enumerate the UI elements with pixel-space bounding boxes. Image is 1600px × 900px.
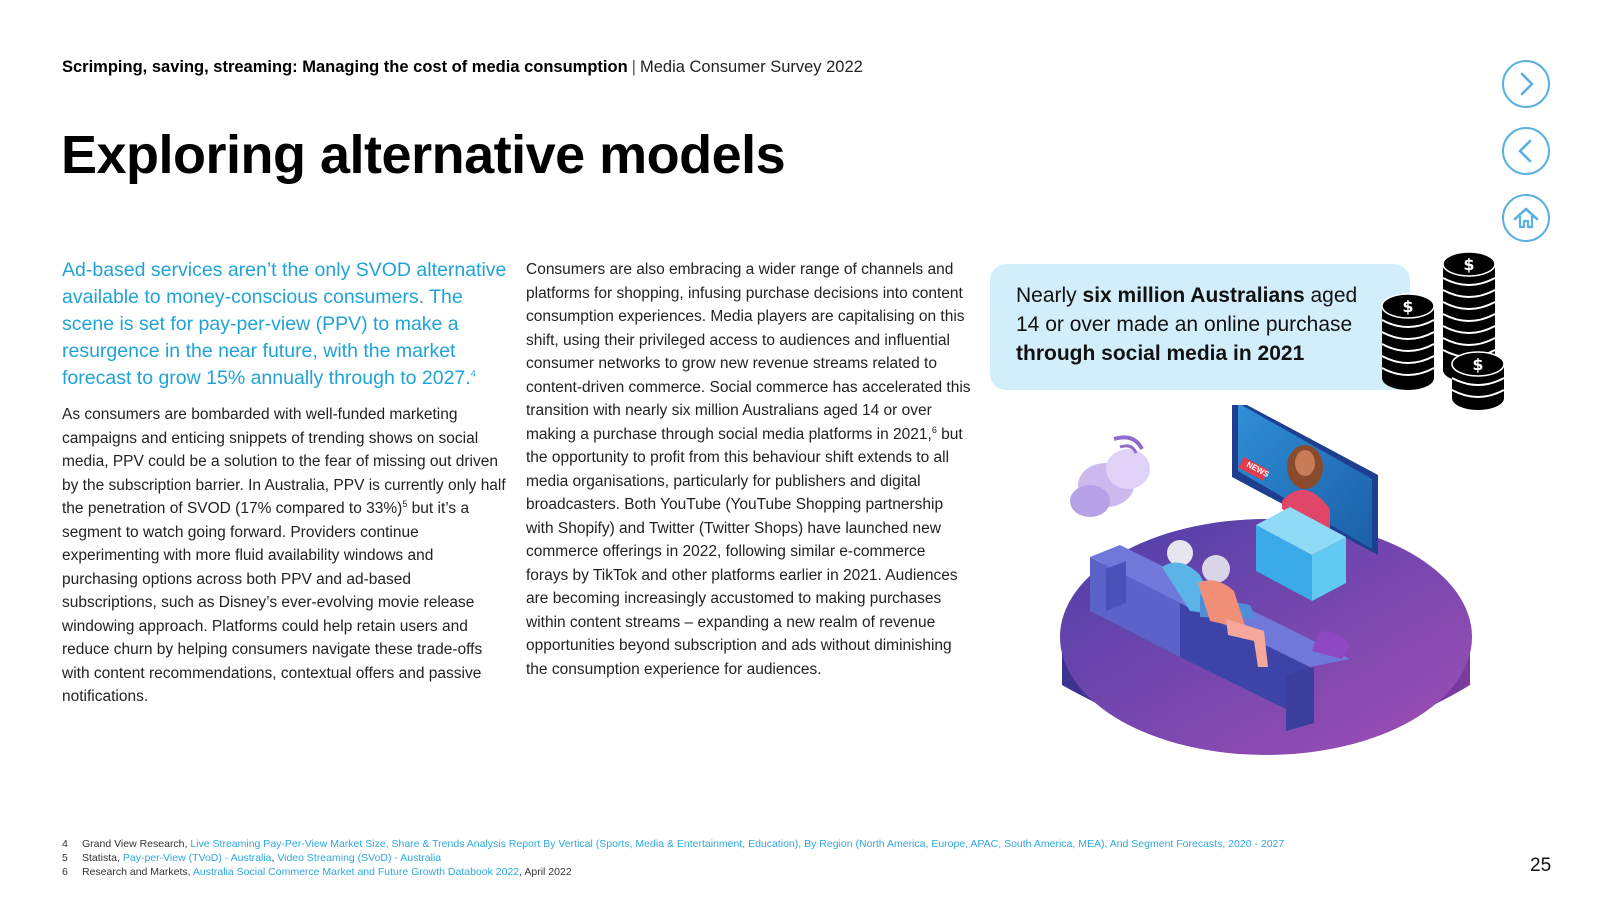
footnote-number: 4: [62, 838, 68, 850]
callout-highlight: six million Australians: [1082, 284, 1305, 307]
footnotes: [62, 837, 1284, 879]
footnote-number: 6: [62, 866, 68, 878]
footnote-source: Research and Markets,: [82, 866, 193, 878]
body-text: but it’s a segment to watch going forward. Providers continue experimenting with more fluid availability windows and purchasing options across both PPV and ad-based subscriptions, such as Disney’s ever-evolving movie release windowing approach. Platforms could help retain users and reduce churn by helping consumers navigate these trade-offs with content recommendations, contextual offers and passive notifications.: [62, 500, 483, 705]
footnote-item: [62, 851, 1284, 865]
previous-page-button[interactable]: [1502, 127, 1550, 175]
lead-text: Ad-based services aren’t the only SVOD alternative available to money-conscious consumers. The scene is set for pay-per-view (PPV) to make a resurgence in the near future, with the market forecast to grow 15% annually through to 2027.: [62, 259, 507, 389]
coin-stack: [1452, 352, 1504, 410]
callout-highlight: through social media in 2021: [1016, 342, 1305, 365]
footnote-link[interactable]: Pay-per-View (TVoD) - Australia: [122, 852, 272, 864]
report-title: Scrimping, saving, streaming: Managing the cost of media consumption: [62, 58, 628, 76]
cloud-icon: [1070, 437, 1150, 517]
footnote-ref: 5: [402, 498, 408, 509]
running-header: [62, 58, 863, 77]
footnote-source: Statista,: [82, 852, 123, 864]
home-icon: [1504, 196, 1548, 240]
footnote-source: Grand View Research,: [82, 838, 191, 850]
body-text: Consumers are also embracing a wider range of channels and platforms for shopping, infusing purchase decisions into content consumption experiences. Media players are capitalising on this shift, using their privileged access to audiences and influential consumer networks to grow new revenue streams related to content-driven commerce. Social commerce has accelerated this transition with nearly six million Australians aged 14 or over making a purchase through social media platforms in 2021,: [526, 261, 971, 443]
coin-stack: [1382, 294, 1434, 390]
body-text: As consumers are bombarded with well-funded marketing campaigns and enticing snippets of trending shows on social media, PPV could be a solution to the fear of missing out driven by the subscription barrier. In Australia, PPV is currently only half the penetration of SVOD (17% compared to 33%): [62, 406, 506, 517]
left-column: [62, 257, 507, 709]
callout-text: aged 14 or over made an online purchase: [1016, 284, 1358, 336]
stat-callout: [990, 264, 1410, 390]
header-separator: |: [631, 58, 636, 76]
page-title: Exploring alternative models: [61, 125, 786, 185]
page-number: 25: [1530, 855, 1552, 876]
footnote-link[interactable]: Video Streaming (SVoD) - Australia: [277, 852, 442, 864]
chevron-right-icon: [1504, 62, 1548, 106]
footnote-separator: ,: [271, 852, 278, 864]
lead-paragraph: [62, 257, 507, 392]
svg-text:$: $: [1463, 255, 1475, 274]
report-subtitle: Media Consumer Survey 2022: [639, 58, 863, 76]
home-button[interactable]: [1502, 194, 1550, 242]
footnote-number: 5: [62, 852, 68, 864]
chevron-left-icon: [1504, 129, 1548, 173]
callout-text: Nearly: [1016, 284, 1083, 307]
body-paragraph: [62, 403, 507, 709]
middle-column: [526, 258, 971, 681]
footnote-link[interactable]: Live Streaming Pay-Per-View Market Size, Share & Trends Analysis Report By Vertical (Sports, Media & Entertainment, Education), By Region (North America, Europe, APAC, South America, MEA), And Segment Forecasts, 2020 - 2027: [190, 838, 1285, 850]
svg-text:$: $: [1402, 297, 1414, 316]
footnote-item: [62, 837, 1284, 851]
footnote-item: [62, 865, 1284, 879]
footnote-ref: 4: [470, 368, 476, 379]
body-text: but the opportunity to profit from this behaviour shift extends to all media organisations, particularly for publishers and digital broadcasters. Both YouTube (YouTube Shopping partnership with Shopify) and Twitter (Twitter Shops) have launched new commerce offerings in 2022, following similar e-commerce forays by TikTok and other platforms earlier in 2021. Audiences are becoming increasingly accustomed to making purchases within content streams – expanding a new realm of revenue opportunities beyond subscription and ads without diminishing the consumption experience for audiences.: [526, 425, 963, 678]
coin-stacks-icon: [1380, 248, 1510, 418]
footnote-date: , April 2022: [519, 866, 572, 878]
next-page-button[interactable]: [1502, 60, 1550, 108]
news-banner: NEWS: [1245, 459, 1271, 480]
footnote-link[interactable]: Australia Social Commerce Market and Future Growth Databook 2022: [192, 866, 520, 878]
footnote-ref: 6: [931, 424, 937, 435]
couple-watching-tv-illustration: [1050, 405, 1500, 805]
body-paragraph: [526, 258, 971, 681]
svg-text:$: $: [1472, 355, 1484, 374]
